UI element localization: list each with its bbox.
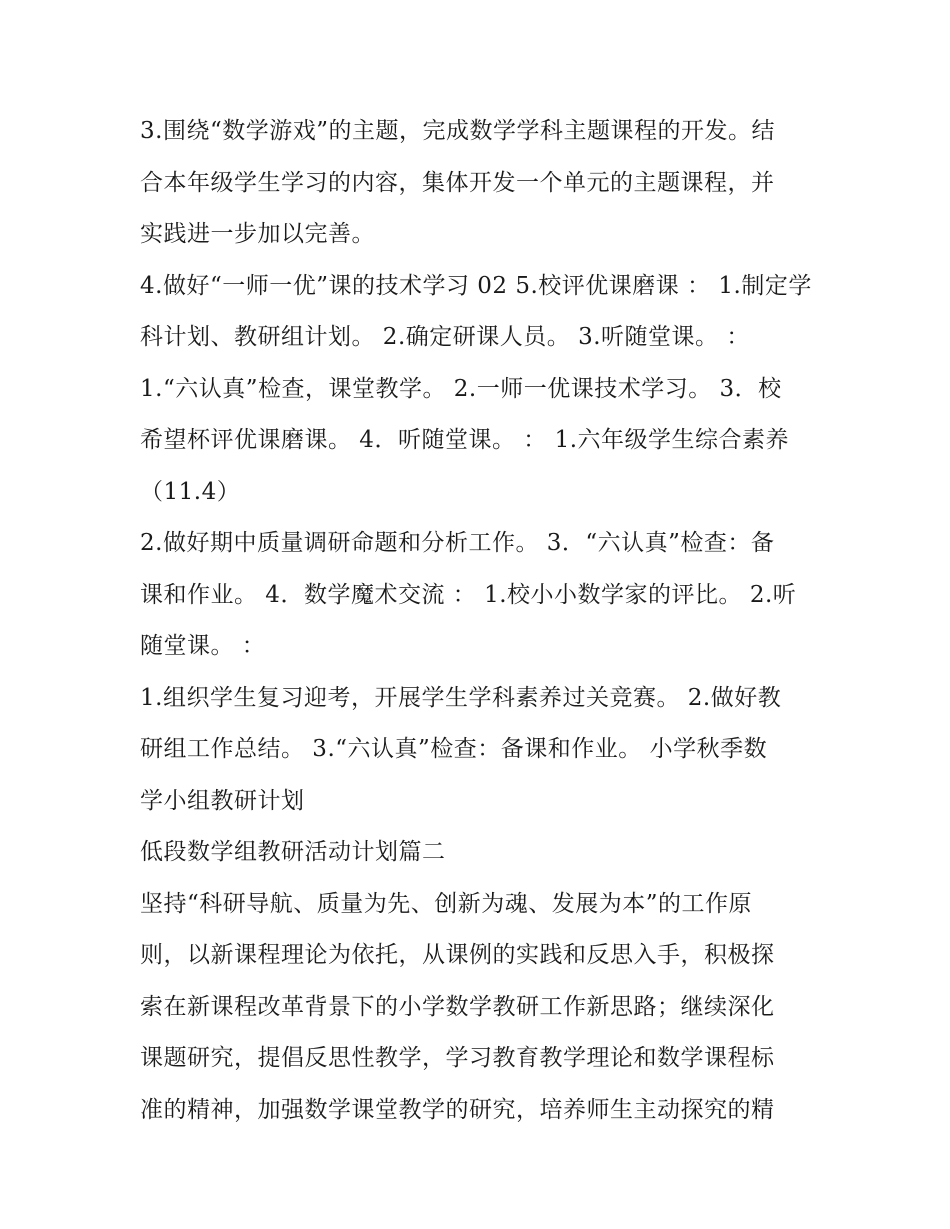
text-line: 课和作业。 4．数学魔术交流 ： 1.校小小数学家的评比。 2.听: [140, 581, 797, 608]
text-line: 科计划、教研组计划。 2.确定研课人员。 3.听随堂课。 ：: [140, 324, 750, 350]
text-line: 2.做好期中质量调研命题和分析工作。 3．“六认真”检查：备: [140, 530, 775, 556]
text-line: 则，以新课程理论为依托，从课例的实践和反思入手，积极探: [140, 942, 775, 968]
text-line: 随堂课。 ：: [140, 633, 266, 659]
text-line: （11.4）: [140, 478, 241, 505]
text-line: 索在新课程改革背景下的小学数学教研工作新思路；继续深化: [140, 993, 775, 1020]
text-line: 1.“六认真”检查，课堂教学。 2.一师一优课技术学习。 3．校: [140, 375, 782, 402]
text-line: 坚持“科研导航、质量为先、创新为魂、发展为本”的工作原: [140, 890, 753, 917]
text-line: 研组工作总结。 3.“六认真”检查：备课和作业。 小学秋季数: [140, 736, 768, 762]
text-line: 学小组教研计划: [140, 787, 305, 814]
text-line: 实践进一步加以完善。: [140, 221, 375, 247]
text-line: 希望杯评优课磨课。 4．听随堂课。 ： 1.六年级学生综合素养: [140, 427, 790, 453]
text-line: 合本年级学生学习的内容，集体开发一个单元的主题课程，并: [140, 169, 775, 196]
text-line: 1.组织学生复习迎考，开展学生学科素养过关竞赛。 2.做好教: [140, 684, 782, 711]
text-line: 准的精神，加强数学课堂教学的研究，培养师生主动探究的精: [140, 1096, 775, 1123]
text-line: 4.做好“一师一优”课的技术学习 02 5.校评优课磨课 ： 1.制定学: [140, 272, 812, 299]
section-heading: 低段数学组教研活动计划篇二: [140, 839, 446, 865]
text-line: 3.围绕“数学游戏”的主题，完成数学学科主题课程的开发。结: [140, 118, 775, 144]
document-body: [140, 106, 820, 1136]
text-line: 课题研究，提倡反思性教学，学习教育教学理论和数学课程标: [140, 1045, 775, 1071]
